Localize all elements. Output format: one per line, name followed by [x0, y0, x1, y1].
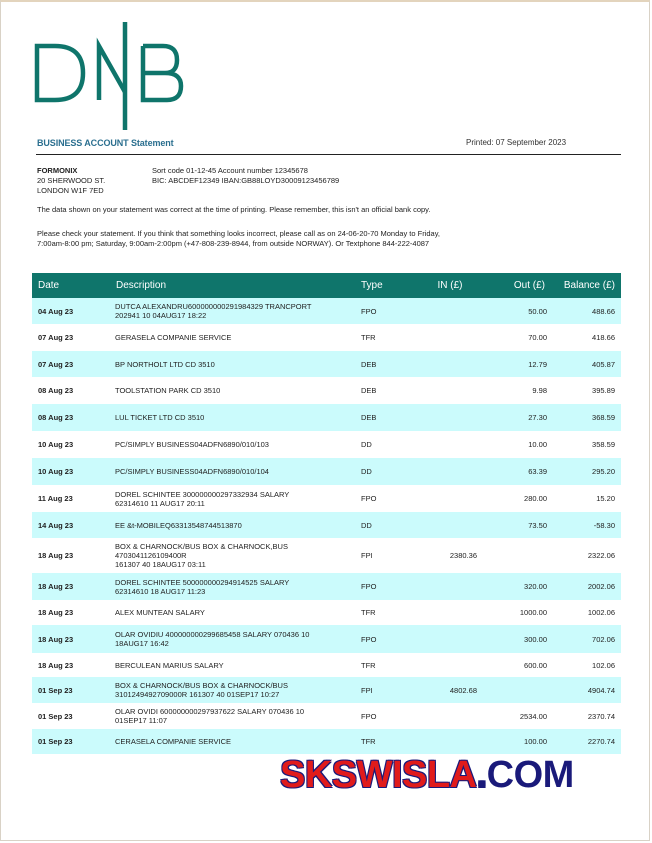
cell-balance: -58.30: [593, 520, 615, 530]
accuracy-note: The data shown on your statement was correct at the time of printing. Please remember, this isn't an official bank copy.: [37, 205, 431, 214]
table-row: [32, 600, 621, 625]
description-line-1: OLAR OVIDIU 400000000299685458 SALARY 070436 10: [115, 630, 310, 639]
cell-description: [110, 467, 361, 476]
cell-description: [110, 681, 361, 699]
cell-date: 14 Aug 23: [38, 520, 74, 530]
cell-balance: 2370.74: [587, 711, 615, 721]
cell-balance: 15.20: [596, 494, 615, 503]
table-row: [32, 573, 621, 600]
cell-description: [110, 707, 361, 725]
cell-balance: 295.20: [592, 467, 615, 476]
cell-type: DD: [361, 520, 372, 530]
table-row: [32, 431, 621, 458]
cell-date: 08 Aug 23: [38, 413, 74, 422]
cell-type: TFR: [361, 660, 376, 670]
cell-date: 08 Aug 23: [38, 386, 74, 395]
account-details: [152, 166, 339, 186]
cell-date: 01 Sep 23: [38, 737, 73, 746]
cell-description: [110, 542, 361, 569]
cell-type: TFR: [361, 333, 376, 342]
cell-out: 10.00: [528, 440, 547, 449]
cell-out: 12.79: [528, 359, 547, 369]
cell-description: [110, 302, 361, 320]
description-line-1: BERCULEAN MARIUS SALARY: [115, 660, 224, 670]
cell-description: [110, 386, 361, 395]
cell-type: DD: [361, 467, 372, 476]
address-line-2: LONDON W1F 7ED: [37, 186, 104, 195]
table-row: [32, 625, 621, 653]
cell-out: 27.30: [528, 413, 547, 422]
cell-balance: 4904.74: [587, 685, 615, 695]
table-body: [32, 298, 621, 754]
cell-description: [110, 521, 361, 530]
cell-type: DEB: [361, 386, 377, 395]
cell-balance: 418.66: [592, 333, 615, 342]
description-line-1: TOOLSTATION PARK CD 3510: [115, 386, 221, 395]
table-row: [32, 485, 621, 512]
cell-type: FPO: [361, 634, 377, 644]
cell-type: FPO: [361, 494, 377, 503]
cell-description: [110, 661, 361, 670]
watermark-tld: COM: [486, 754, 574, 796]
description-line-1: BP NORTHOLT LTD CD 3510: [115, 359, 215, 369]
cell-in: 4802.68: [449, 685, 477, 695]
cell-out: 2534.00: [519, 711, 547, 721]
table-row: [32, 458, 621, 485]
contact-note: Please check your statement. If you think that something looks incorrect, please call as on 24-06-20-70 Monday to Friday, 7:00am-8:00 pm; Saturday, 9:00am-2:00pm (+47-808-239-8944, from outside NORWAY). Or Textphone 844-222-4087: [37, 229, 440, 248]
header-in: IN (£): [437, 280, 463, 291]
table-row: [32, 298, 621, 324]
cell-description: [110, 413, 361, 422]
cell-out: 280.00: [524, 494, 547, 503]
description-line-2: 62314610 18 AUG17 11:23: [115, 586, 206, 596]
description-line-1: DOREL SCHINTEE 500000000294914525 SALARY: [115, 577, 290, 587]
cell-balance: 358.59: [592, 440, 615, 449]
cell-balance: 488.66: [592, 306, 615, 316]
cell-date: 18 Aug 23: [38, 660, 74, 670]
cell-out: 63.39: [528, 467, 547, 476]
cell-balance: 405.87: [592, 359, 615, 369]
header-out: Out (£): [513, 280, 545, 291]
cell-description: [110, 630, 361, 648]
description-line-1: LUL TICKET LTD CD 3510: [115, 413, 205, 422]
account-line-1: Sort code 01-12-45 Account number 12345678: [152, 166, 308, 175]
statement-title: BUSINESS ACCOUNT Statement: [37, 138, 174, 148]
cell-out: 100.00: [524, 737, 547, 746]
cell-description: [110, 608, 361, 617]
description-line-2: 202941 10 04AUG17 18:22: [115, 311, 207, 320]
cell-date: 18 Aug 23: [38, 551, 74, 560]
company-name: FORMONIX: [37, 166, 78, 175]
cell-date: 01 Sep 23: [38, 685, 73, 695]
cell-balance: 2322.06: [587, 551, 615, 560]
table-row: [32, 538, 621, 573]
cell-type: DD: [361, 440, 372, 449]
description-line-1: GERASELA COMPANIE SERVICE: [115, 333, 232, 342]
header-date: Date: [38, 280, 60, 291]
header-balance: Balance (£): [563, 280, 615, 291]
cell-description: [110, 490, 361, 508]
cell-date: 01 Sep 23: [38, 711, 73, 721]
cell-date: 10 Aug 23: [38, 467, 74, 476]
description-line-1: ALEX MUNTEAN SALARY: [115, 608, 205, 617]
description-line-1: BOX & CHARNOCK/BUS BOX & CHARNOCK,BUS 4703041126109400R: [115, 542, 288, 560]
cell-description: [110, 440, 361, 449]
cell-in: 2380.36: [449, 551, 477, 560]
cell-balance: 102.06: [592, 660, 615, 670]
description-line-2: 18AUG17 16:42: [115, 639, 169, 648]
description-line-1: DOREL SCHINTEE 300000000297332934 SALARY: [115, 489, 290, 499]
table-row: [32, 377, 621, 404]
printed-date: Printed: 07 September 2023: [466, 138, 567, 147]
customer-address: [37, 166, 105, 196]
watermark-main: SKSWISLA: [280, 754, 477, 796]
description-line-1: BOX & CHARNOCK/BUS BOX & CHARNOCK/BUS: [115, 681, 288, 690]
cell-date: 07 Aug 23: [38, 359, 74, 369]
table-row: [32, 703, 621, 729]
cell-description: [110, 578, 361, 596]
cell-out: 50.00: [528, 306, 547, 316]
cell-out: 1000.00: [519, 608, 547, 617]
cell-type: TFR: [361, 608, 376, 617]
description-line-1: EE &t-MOBILEQ63313548744513870: [115, 520, 242, 530]
description-line-2: 3101249492709000R 161307 40 01SEP17 10:27: [115, 690, 280, 699]
transactions-table: [32, 273, 621, 754]
cell-balance: 1002.06: [587, 608, 615, 617]
cell-type: FPO: [361, 306, 377, 316]
description-line-2: 62314610 11 AUG17 20:11: [115, 498, 205, 508]
table-row: [32, 677, 621, 703]
cell-date: 11 Aug 23: [38, 494, 73, 503]
cell-date: 18 Aug 23: [38, 582, 74, 591]
cell-type: DEB: [361, 359, 377, 369]
cell-type: FPO: [361, 711, 377, 721]
description-line-1: DUTCA ALEXANDRU600000000291984329 TRANCPORT: [115, 302, 312, 311]
cell-out: 73.50: [528, 520, 547, 530]
cell-date: 18 Aug 23: [38, 608, 74, 617]
cell-date: 07 Aug 23: [38, 333, 74, 342]
cell-out: 9.98: [532, 386, 547, 395]
table-header: [32, 273, 621, 298]
header-type: Type: [361, 280, 383, 291]
cell-out: 320.00: [524, 582, 547, 591]
cell-balance: 2270.74: [587, 737, 615, 746]
description-line-2: 161307 40 18AUG17 03:11: [115, 560, 206, 569]
description-line-2: 01SEP17 11:07: [115, 716, 167, 725]
cell-description: [110, 333, 361, 342]
address-line-1: 20 SHERWOOD ST.: [37, 176, 106, 185]
cell-type: FPO: [361, 582, 377, 591]
table-row: [32, 653, 621, 677]
cell-description: [110, 737, 361, 746]
watermark: [280, 754, 574, 797]
cell-balance: 2002.06: [587, 582, 615, 591]
table-row: [32, 351, 621, 377]
cell-out: 70.00: [528, 333, 547, 342]
cell-balance: 395.89: [592, 386, 615, 395]
description-line-1: PC/SIMPLY BUSINESS04ADFN6890/010/103: [115, 440, 269, 449]
cell-balance: 702.06: [592, 634, 615, 644]
cell-date: 04 Aug 23: [38, 306, 74, 316]
table-row: [32, 729, 621, 754]
cell-out: 600.00: [524, 660, 547, 670]
cell-date: 10 Aug 23: [38, 440, 74, 449]
description-line-1: PC/SIMPLY BUSINESS04ADFN6890/010/104: [115, 467, 269, 476]
dnb-logo: [33, 18, 185, 130]
header-divider: [36, 154, 621, 155]
cell-type: FPI: [361, 551, 373, 560]
description-line-1: OLAR OVIDI 600000000297937622 SALARY 070436 10: [115, 707, 305, 716]
header-description: Description: [116, 280, 167, 291]
cell-balance: 368.59: [592, 413, 615, 422]
cell-date: 18 Aug 23: [38, 634, 74, 644]
watermark-dot: .: [476, 754, 487, 796]
cell-type: FPI: [361, 685, 373, 695]
cell-type: TFR: [361, 737, 376, 746]
table-row: [32, 512, 621, 538]
table-row: [32, 404, 621, 431]
cell-description: [110, 360, 361, 369]
table-row: [32, 324, 621, 351]
account-line-2: BIC: ABCDEF12349 IBAN:GB88LOYD30009123456789: [152, 176, 340, 185]
cell-type: DEB: [361, 413, 377, 422]
description-line-1: CERASELA COMPANIE SERVICE: [115, 737, 232, 746]
cell-out: 300.00: [524, 634, 547, 644]
